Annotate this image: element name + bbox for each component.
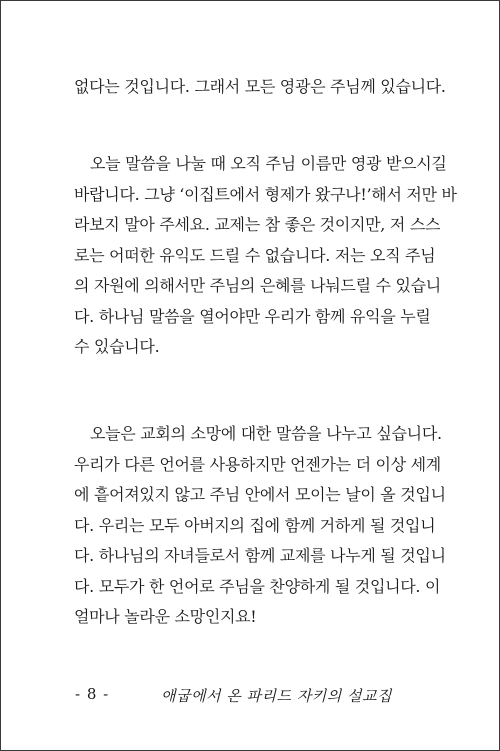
text-line: 의 자원에 의해서만 주님의 은혜를 나눠드릴 수 있습니 — [74, 276, 441, 295]
text-line: 오늘은 교회의 소망에 대한 말씀을 나누고 싶습니다. — [90, 424, 442, 443]
text-line: 라보지 말아 주세요. 교제는 참 좋은 것이지만, 저 스스 — [74, 215, 441, 234]
running-book-title: 애굽에서 온 파리드 자키의 설교집 — [161, 687, 392, 705]
page-footer — [1, 685, 500, 707]
text-line: 에 흩어져있지 않고 주님 안에서 모이는 날이 올 것입니 — [74, 485, 446, 504]
paragraph-church-hope — [74, 419, 446, 633]
text-line: 우리가 다른 언어를 사용하지만 언젠가는 더 이상 세계 — [74, 454, 441, 474]
text-line: 다. 우리는 모두 아버지의 집에 함께 거하게 될 것입니 — [74, 515, 436, 535]
paragraph-sermon-intro — [74, 149, 457, 363]
paragraph-continuation — [74, 72, 446, 103]
text-line: 없다는 것입니다. 그래서 모든 영광은 주님께 있습니다. — [74, 77, 446, 96]
text-line: 얼마나 놀라운 소망인지요! — [74, 607, 257, 626]
text-line: 다. 모두가 한 언어로 주님을 찬양하게 될 것입니다. 이 — [74, 576, 441, 596]
page-number: - 8 - — [75, 685, 110, 703]
text-line: 수 있습니다. — [74, 337, 160, 356]
text-line: 바랍니다. 그냥 ‘이집트에서 형제가 왔구나!’해서 저만 바 — [74, 184, 457, 204]
text-line: 다. 하나님의 자녀들로서 함께 교제를 나누게 될 것입니 — [74, 546, 446, 565]
text-line: 다. 하나님 말씀을 열어야만 우리가 함께 유익을 누릴 — [74, 306, 431, 326]
text-line: 오늘 말씀을 나눌 때 오직 주님 이름만 영광 받으시길 — [90, 154, 447, 173]
text-line: 로는 어떠한 유익도 드릴 수 없습니다. 저는 오직 주님 — [74, 245, 436, 265]
